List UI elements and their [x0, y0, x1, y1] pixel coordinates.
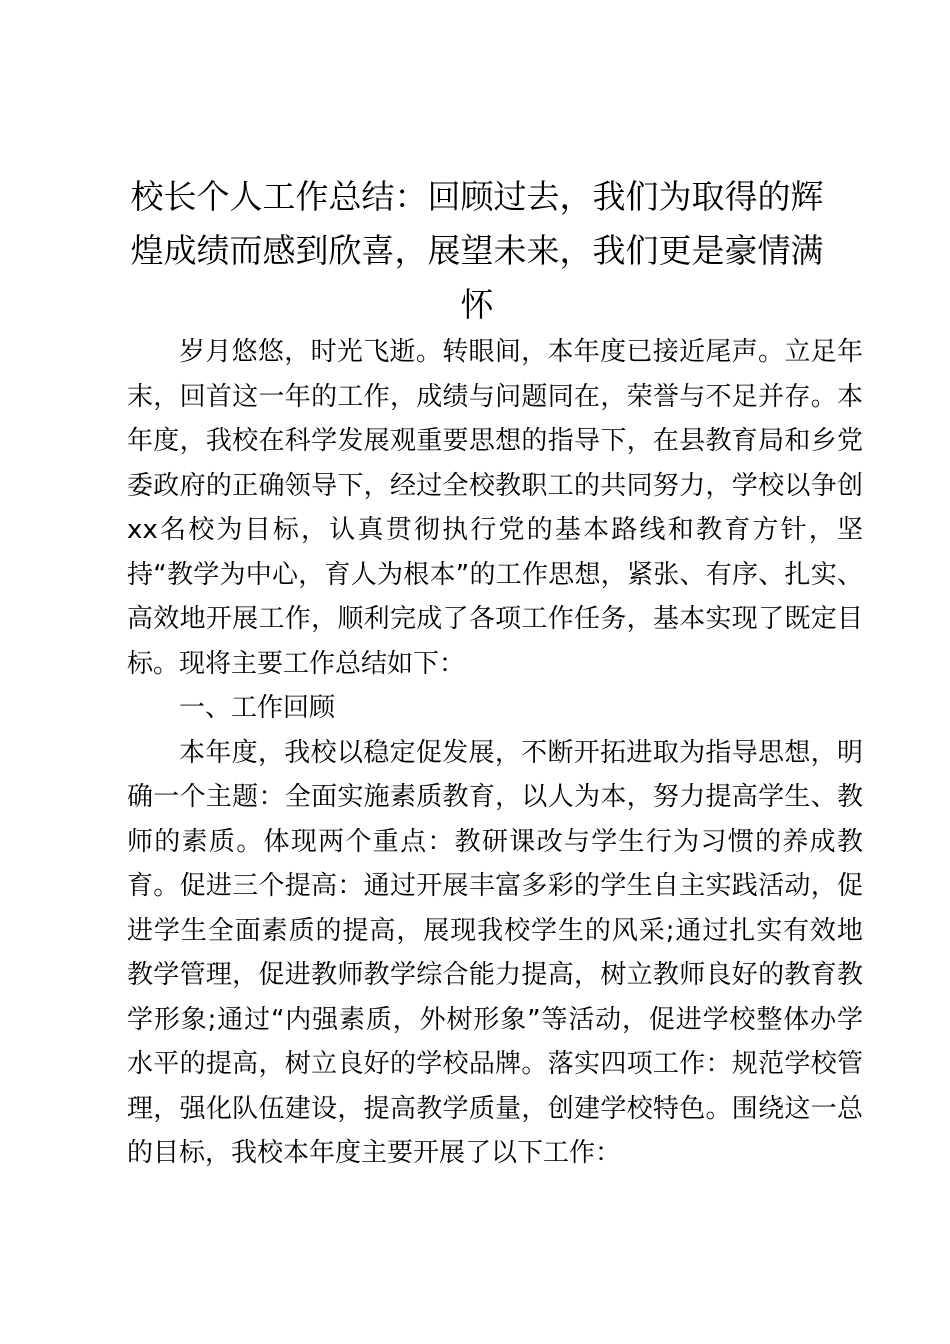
document-body	[127, 330, 863, 1176]
document-title: 校长个人工作总结：回顾过去，我们为取得的辉煌成绩而感到欣喜，展望未来，我们更是豪情满怀	[130, 177, 824, 324]
section-heading-review: 一、工作回顾	[179, 693, 336, 723]
paragraph-intro: 岁月悠悠，时光飞逝。转眼间，本年度已接近尾声。立足年末，回首这一年的工作，成绩与问题同在，荣誉与不足并存。本年度，我校在科学发展观重要思想的指导下，在县教育局和乡党委政府的正确领导下，经过全校教职工的共同努力，学校以争创xx名校为目标，认真贯彻执行党的基本路线和教育方针，坚持“教学为中心，育人为根本”的工作思想，紧张、有序、扎实、高效地开展工作，顺利完成了各项工作任务，基本实现了既定目标。现将主要工作总结如下：	[127, 337, 863, 679]
paragraph-review: 本年度，我校以稳定促发展，不断开拓进取为指导思想，明确一个主题：全面实施素质教育，以人为本，努力提高学生、教师的素质。体现两个重点：教研课改与学生行为习惯的养成教育。促进三个提高：通过开展丰富多彩的学生自主实践活动，促进学生全面素质的提高，展现我校学生的风采;通过扎实有效地教学管理，促进教师教学综合能力提高，树立教师良好的教育教学形象;通过“内强素质，外树形象”等活动，促进学校整体办学水平的提高，树立良好的学校品牌。落实四项工作：规范学校管理，强化队伍建设，提高教学质量，创建学校特色。围绕这一总的目标，我校本年度主要开展了以下工作：	[127, 737, 863, 1168]
